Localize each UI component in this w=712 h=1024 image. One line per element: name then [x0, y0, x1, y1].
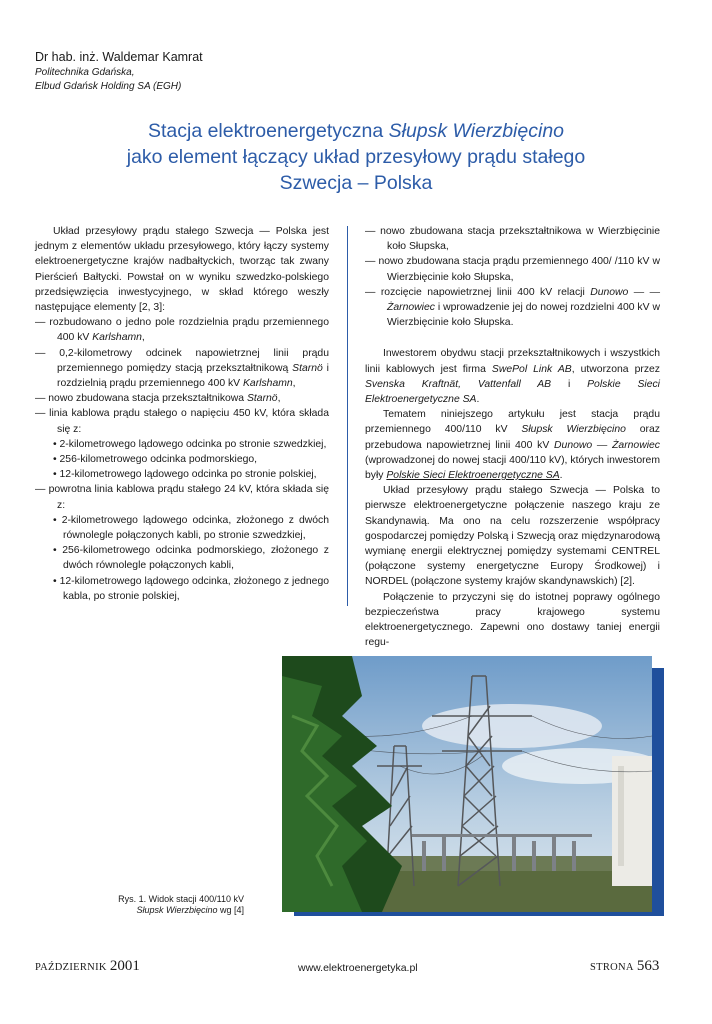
bullet-item: • 256-kilometrowego odcinka podmorskiego, złożonego z dwóch równolegle połączonych kabli,: [53, 545, 329, 572]
article-title: Stacja elektroenergetyczna Słupsk Wierzbięcino jako element łączący układ przesyłowy prądu stałego Szwecja – Polska: [126, 120, 586, 194]
list-item: — powrotna linia kablowa prądu stałego 24 kV, która składa się z:: [35, 484, 329, 511]
footer-page-label: STRONA: [590, 962, 634, 973]
list-item: — rozbudowano o jedno pole rozdzielnia prądu przemiennego 400 kV Karlshamn,: [35, 317, 329, 344]
list-item: — nowo zbudowana stacja prądu przemiennego 400/ /110 kV w Wierzbięcinie koło Słupska,: [365, 256, 660, 283]
footer-page: [590, 958, 659, 975]
list-item: — 0,2-kilometrowy odcinek napowietrznej linii prądu przemiennego pomiędzy stacją przekształtnikową Starnö i rozdzielnią prądu przemiennego 400 kV Karlshamn,: [35, 347, 329, 390]
list-item: — rozcięcie napowietrznej linii 400 kV relacji Dunowo — — Żarnowiec i wprowadzenie jej do nowej rozdzielni 400 kV w Wierzbięcinie koło Słupska.: [365, 286, 660, 329]
list-item: — nowo zbudowana stacja przekształtnikowa Starnö,: [35, 393, 281, 405]
footer-date: [35, 958, 140, 975]
list-item: — linia kablowa prądu stałego o napięciu 450 kV, która składa się z:: [35, 408, 329, 435]
paragraph: Inwestorem obydwu stacji przekształtnikowych i wszystkich linii kablowych jest firma SwePol Link AB, utworzona przez Svenska Kraftnät, Vattenfall AB i Polskie Sieci Elektroenergetyczne SA.: [365, 348, 661, 406]
column-divider: [347, 226, 348, 606]
paragraph: Połączenie to przyczyni się do istotnej poprawy ogólnego bezpieczeństwa pracy krajowego systemu elektroenergetycznego. Zapewni ono dostawy taniej energii regu-: [365, 591, 660, 649]
affiliation-1: Politechnika Gdańska,: [35, 67, 135, 78]
bullet-item: • 12-kilometrowego lądowego odcinka po stronie polskiej,: [53, 469, 317, 481]
footer-page-number: 563: [636, 958, 660, 974]
paragraph: Układ przesyłowy prądu stałego Szwecja — Polska to pierwsze elektroenergetyczne połączenie naszego kraju ze Skandynawią. Ma ono na celu rozszerzenie współpracy gospodarczej pomiędzy Polską i Szwecją oraz międzynarodową wymianę energii elektrycznej pomiędzy systemami CENTREL (połączone systemy energetyczne Europy Środkowej) i NORDEL (połączone systemy krajów skandynawskich) [2].: [365, 485, 660, 588]
figure-caption: Rys. 1. Widok stacji 400/110 kV Słupsk Wierzbięcino wg [4]: [118, 894, 244, 915]
list-item: — nowo zbudowana stacja przekształtnikowa w Wierzbięcinie koło Słupska,: [365, 226, 660, 253]
left-column: [35, 224, 329, 604]
right-column: [365, 224, 660, 650]
affiliation-2: Elbud Gdańsk Holding SA (EGH): [35, 81, 182, 92]
footer-month: PAŹDZIERNIK: [35, 962, 107, 973]
intro-paragraph: Układ przesyłowy prądu stałego Szwecja — Polska jest jednym z elementów układu przesyłowego, który łączy systemy elektroenergetyczne krajów nadbałtyckich, tworząc tak zwany Pierścień Bałtycki. Powstał on w wyniku szwedzko-polskiego przedsięwzięcia inwestycyjnego, w skład którego weszły następujące elementy [2, 3]:: [35, 226, 329, 314]
substation-photo: [282, 656, 652, 912]
footer-url[interactable]: www.elektroenergetyka.pl: [298, 962, 418, 974]
bullet-item: • 12-kilometrowego lądowego odcinka, złożonego z jednego kabla, po stronie polskiej,: [53, 575, 329, 602]
bullet-item: • 2-kilometrowego lądowego odcinka, złożonego z dwóch równolegle połączonych kabli, po stronie szwedzkiej,: [53, 514, 329, 542]
bullet-item: • 256-kilometrowego odcinka podmorskiego,: [53, 454, 258, 466]
author-name: Dr hab. inż. Waldemar Kamrat: [35, 50, 203, 64]
bullet-item: • 2-kilometrowego lądowego odcinka po stronie szwedzkiej,: [53, 438, 327, 450]
footer-year: 2001: [109, 958, 140, 974]
paragraph: Tematem niniejszego artykułu jest stacja prądu przemiennego 400/110 kV Słupsk Wierzbięcino oraz przebudowa napowietrznej linii 400 kV Dunowo — Żarnowiec (wprowadzonej do nowej stacji 400/110 kV), których inwestorem były Polskie Sieci Elektroenergetyczne SA.: [365, 409, 661, 482]
